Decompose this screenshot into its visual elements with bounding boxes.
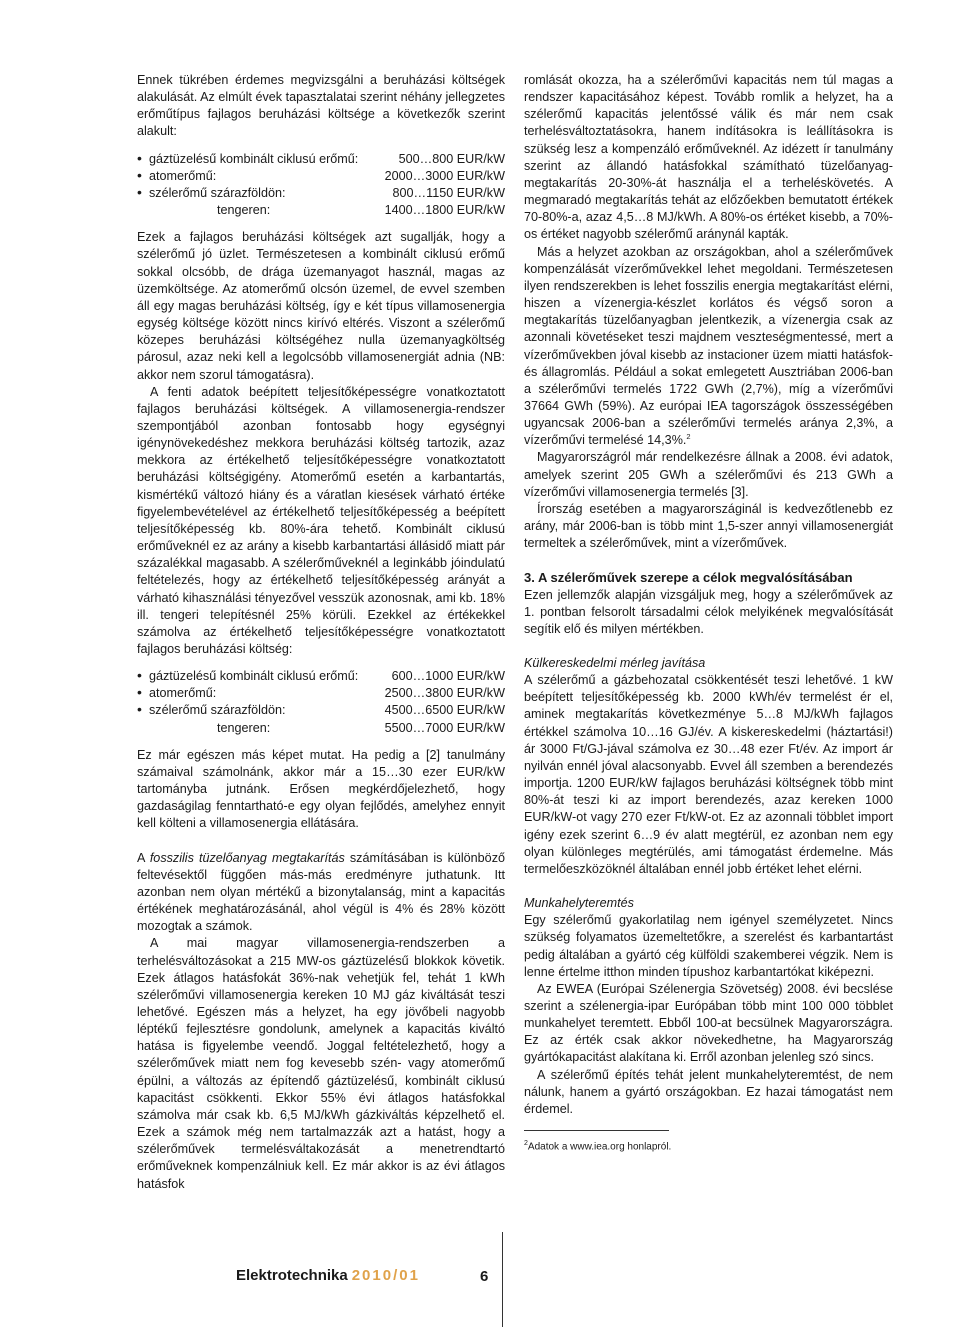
paragraph: Írország esetében a magyarországinál is kedvezőtlenebb ez arány, már 2006-ban is több mint 1,5-szer annyi villamosenergiát termeltek a szélerőművek, mint a vízerőművek.: [524, 501, 893, 551]
paragraph: A szélerőmű a gázbehozatal csökkentését teszi lehetővé. 1 kW beépített teljesítőképesség kb. 2000 kWh/év termelést ér el, aminek megtakarítás következménye 5…8 MJ/kWh fajlagos értékkel számolva 10…16 GJ/év. A kiskereskedelmi (háztartási!) ár 3000 Ft/GJ-jával számolva ez 30…48 ezer Ft/év. Az import ár nyilván ennél jóval alacsonyabb. Evvel áll szemben a berendezés importja. 1200 EUR/kW fajlagos beruházási költségnek több mint 80%-át teszi ki az import berendezés, azaz kereken 1000 EUR/kW-ot vagy 270 ezer Ft/kW-ot. Ez az azonnali többlet import igény ezek szerint 6…9 év alatt megtérül, ez azonban nem egy olyan különleges megtérülés, ami támogatást érdemelne. Más termelőeszközöknél általában ennél jobb értéket lehet elérni.: [524, 673, 893, 876]
cost-list-effective: [137, 668, 505, 737]
journal-name: Elektrotechnika: [236, 1267, 348, 1284]
paragraph: romlását okozza, ha a szélerőművi kapacitás nem túl magas a rendszer kapacitásához képest. Tovább romlik a helyzet, ha a szélerőmű kapacitás jelentőssé válik és már nem csak terhelésváltoztatásokra, hanem indításokra is leállításokra is szükség lesz a kompenzáló erőműveknél. Az idézett ír tanulmány szerint az állandó hatásfokkal számítható tüzelőanyag-megtakarítás 20-30%-át használja el a terheléskövetés. A megmaradó megtakarítás tehát az előzőekben bemutatott értékek 70-80%-a, azaz 4,5…8 MJ/kWh. A 80%-os értéket kisebb, a 70%-os értéket nagyobb szélerőmű aránynál kapták.: [524, 73, 893, 242]
list-item: • gáztüzelésű kombinált ciklusú erőmű: 500…800 EUR/kW: [137, 151, 505, 168]
subheading: Munkahelyteremtés: [524, 896, 634, 911]
paragraph: A fenti adatok beépített teljesítőképességre vonatkoztatott fajlagos beruházási költségek. A villamosenergia-rendszer szempontjából azonban fontosabb hogy egységnyi igénynövekedéshez mekkora beruházási költség tartozik, azaz mekkora az értékelhető teljesítőképességre vonatkoztatott beruházási költségigény. Atomerőmű esetén a karbantartás, kismértékű változó hiány és a váratlan kiesések várható értéke figyelembevételével az értékelhető teljesítőképesség a beépített teljesítőképesség kb. 80%-ára tehető. Kombinált ciklusú erőműveknél ez az arány a kisebb karbantartási állásidő miatt pár százalékkal magasabb. A szélerőműveknél a leginkább jóindulatú feltételezés, hogy az értékelhető teljesítőképesség arányát a várható kihasználási tényezővel vesszük azonosnak, ami kb. 18% ill. tengeri telepítésnél 25% körüli. Ezekkel az értékekkel számolva az értékelhető teljesítőképességre vonatkoztatott fajlagos beruházási költség:: [137, 384, 505, 656]
page-number: 6: [480, 1268, 489, 1285]
paragraph: Más a helyzet azokban az országokban, ahol a szélerőművek kompenzálását vízerőművekkel lehet megoldani. Természetesen ilyen rendszerekben is lehet fosszilis energia megtakarítást elérni, hiszen a vízenergia-készlet korlátos és végső soron a megtakarítás tüzelőanyagban jelentkezik, a vízenergia csak az azonnali követéseket teszi majdnem veszteségmentessé, mert a vízerőművekben jóval kisebb az instacioner üzem miatti hatásfok- és állagromlás. Például a sokat emlegetett Ausztriában 2006-ban a szélerőművi termelés 1722 GWh (2,7%), míg a vízerőművi 37664 GWh (59%). Az európai IEA tagországok összességében ugyancsak 2006-ban a szélerőművi termelés aránya 2,3%, a vízerőművi termelésé 14,3%.$^2$: [524, 244, 893, 448]
paragraph: Egy szélerőmű gyakorlatilag nem igényel személyzetet. Nincs szükség folyamatos üzemeltetőkre, a szerelést és karbantartást pedig általában a gyártó cég külföldi szakemberei végzik. Nem is lenne értelme itthon minden típushoz karbantartókat kiképezni.: [524, 913, 893, 979]
cost-list-installed: [137, 151, 505, 220]
list-item: • szélerőmű szárazföldön: 4500…6500 EUR/kW: [137, 702, 505, 719]
paragraph: Magyarországról már rendelkezésre állnak a 2008. évi adatok, amelyek szerint 205 GWh a szélerőművi és 213 GWh a vízerőművi villamosenergia termelés [3].: [524, 450, 893, 499]
paragraph: Ezek a fajlagos beruházási költségek azt sugallják, hogy a szélerőmű jó üzlet. Természetesen a kombinált ciklusú erőmű sokkal olcsóbb, de drága üzemanyagot használ, magas az üzemköltsége. Az atomerőmű olcsón üzemel, de evvel szemben áll egy magas beruházási költség, így e két típus villamosenergia egység költsége között nincs kirívó eltérés. Viszont a szélerőmű közepes beruházási költségéhez nulla üzemanyagköltség párosul, azaz neki kell a legolcsóbb villamosenergiát adnia (NB: akkor nem szorul támogatásra).: [137, 230, 505, 382]
footer-divider: [502, 1232, 503, 1327]
paragraph: A fosszilis tüzelőanyag megtakarítás számításában is különböző feltevésektől függően más-más eredményre juthatunk. Itt azonban nem olyan mértékű a bizonytalanság, mint a kapacitás értékének meghatározásánál, ahol végül is 4% és 28% között mozogtak a számok.: [137, 850, 505, 934]
paragraph: A szélerőmű építés tehát jelent munkahelyteremtést, de nem nálunk, hanem a gyártó országokban. Ez hazai támogatást nem érdemel.: [524, 1067, 893, 1116]
left-column: [137, 72, 505, 1193]
journal-footer: [236, 1267, 420, 1284]
paragraph: Az EWEA (Európai Szélenergia Szövetség) 2008. évi becslése szerint a szélenergia-ipar Európában több mint 100 000 többlet munkahelyet teremtett. Ebből 100-at becsülnek Magyarországra. Ez az érték csak akkor növekedhetne, ha Magyarország gyártókapacitást alakítana ki. Erről azonban jelenleg szó sincs.: [524, 981, 893, 1065]
right-column: [524, 72, 893, 1153]
intro-paragraph: Ennek tükrében érdemes megvizsgálni a beruházási költségek alakulását. Az elmúlt évek tapasztalatai szerint néhány jellegzetes erőműtípus fajlagos beruházási költsége a következők szerint alakult:: [137, 73, 505, 139]
list-item: • atomerőmű: 2000…3000 EUR/kW: [137, 168, 505, 185]
list-item: tengeren: 1400…1800 EUR/kW: [217, 203, 505, 218]
list-item: • szélerőmű szárazföldön: 800…1150 EUR/kW: [137, 185, 505, 202]
list-item: • gáztüzelésű kombinált ciklusú erőmű: 600…1000 EUR/kW: [137, 668, 505, 685]
footnote: $^2$Adatok a www.iea.org honlapról.: [524, 1140, 672, 1153]
list-item: • atomerőmű: 2500…3800 EUR/kW: [137, 685, 505, 702]
paragraph: Ezen jellemzők alapján vizsgáljuk meg, hogy a szélerőművek az 1. pontban felsorolt társadalmi célok melyikének megvalósítását segítik elő és milyen mértékben.: [524, 587, 893, 636]
footnote-ref: 2: [686, 432, 691, 442]
footnote-divider: [524, 1130, 669, 1131]
list-item: tengeren: 5500…7000 EUR/kW: [217, 720, 505, 735]
paragraph: Ez már egészen más képet mutat. Ha pedig a [2] tanulmány számaival számolnánk, akkor már a 15…30 ezer EUR/kW tartományba jutnánk. Erősen megkérdőjelezhető, hogy gazdaságilag fenntartható-e egy olyan fejlődés, amelyhez ennyit kell költeni a villamosenergia ellátására.: [137, 747, 505, 831]
section-heading: 3. A szélerőművek szerepe a célok megvalósításában: [524, 570, 853, 586]
subheading: Külkereskedelmi mérleg javítása: [524, 656, 706, 670]
issue-year: 2010/01: [351, 1267, 420, 1284]
paragraph: A mai magyar villamosenergia-rendszerben a terhelésváltozásokat a 215 MW-os gáztüzelésű blokkok követik. Ezek átlagos hatásfokát 36%-nak vehetjük fel, tehát 1 kWh szélerőművi villamosenergia kereken 10 MJ gáz kiváltását teszi lehetővé. Egészen más a helyzet, ha egy jövőbeli nagyobb léptékű fejlesztésre gondolunk, amelynek a kapacitás kiváltó hatása is figyelembe veendő. Joggal feltételezhető, hogy a szélerőművek miatt nem fog kevesebb szén- vagy atomerőmű épülni, a változás az építendő gáztüzelésű, kombinált ciklusú kapacitást csökkenti. Ekkor 55% évi átlagos hatásfokkal számolva már csak kb. 6,5 MJ/kWh gázkiváltás képzelhető el. Ezek a számok még nem tartalmazzák azt a hatást, hogy a szélerőművek termelésváltakozását a menetrendtartó erőműveknek kompenzálniuk kell. Ez már akkor is az évi átlagos hatásfok: [137, 936, 505, 1191]
